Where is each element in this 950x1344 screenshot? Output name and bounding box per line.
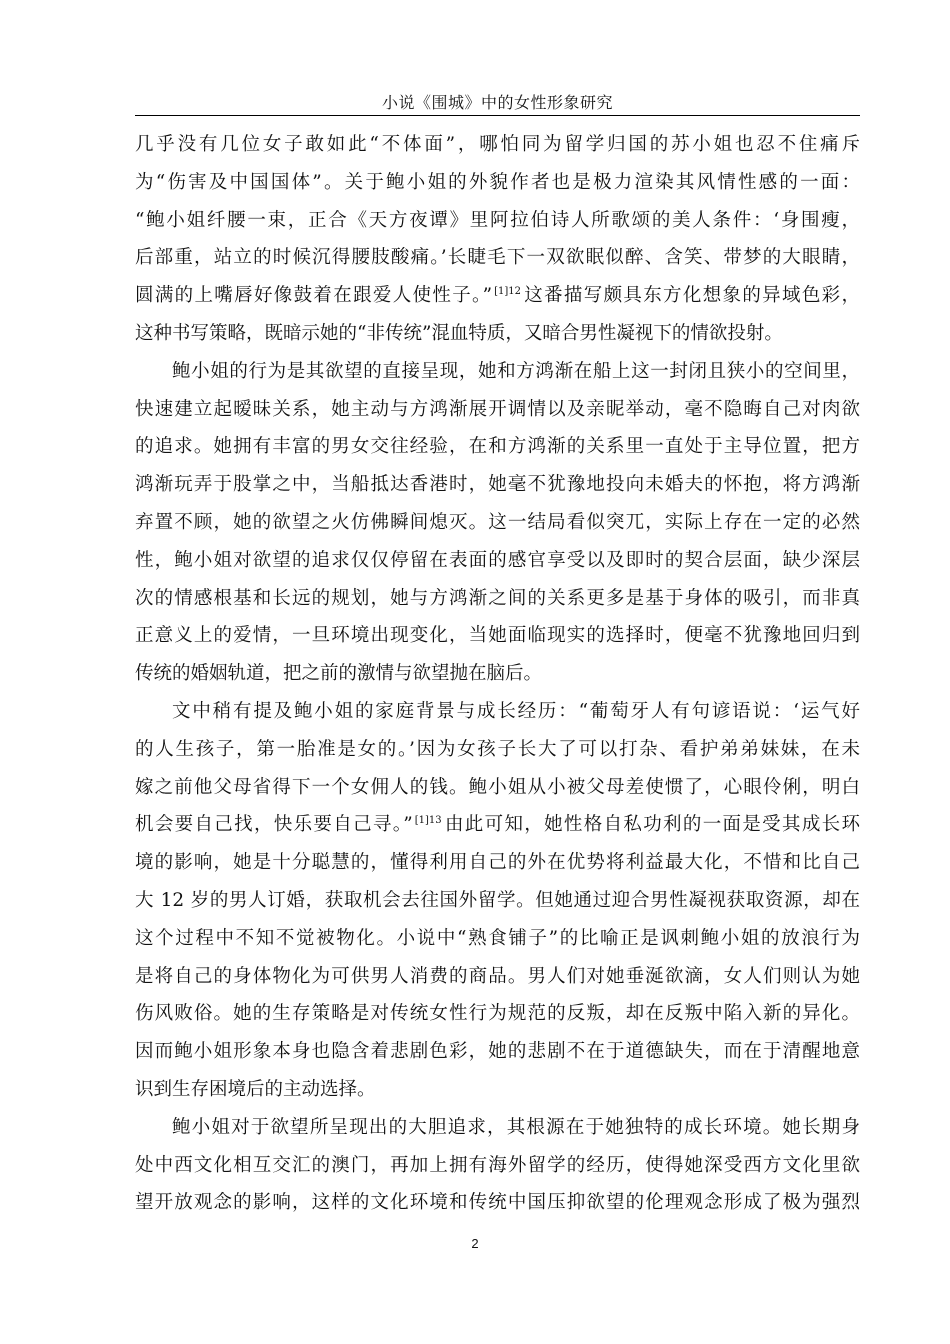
text-line: 正意义上的爱情，一旦环境出现变化，当她面临现实的选择时，便毫不犹豫地回归到 <box>135 625 860 647</box>
text-line: 的追求。她拥有丰富的男女交往经验，在和方鸿渐的关系里一直处于主导位置，把方 <box>135 436 860 458</box>
text-line: 文中稍有提及鲍小姐的家庭背景与成长经历：“葡萄牙人有句谚语说：‘运气好 <box>172 700 860 722</box>
text-segment: 由此可知，她性格自私功利的一面是受其成长环 <box>443 814 860 836</box>
text-line: 嫁之前他父母省得下一个女佣人的钱。鲍小姐从小被父母差使惯了，心眼伶俐，明白 <box>135 776 860 798</box>
text-line: 伤风败俗。她的生存策略是对传统女性行为规范的反叛，却在反叛中陷入新的异化。 <box>135 1003 860 1025</box>
text-line: 弃置不顾，她的欲望之火仿佛瞬间熄灭。这一结局看似突兀，实际上存在一定的必然 <box>135 511 860 533</box>
text-line: “鲍小姐纤腰一束，正合《天方夜谭》里阿拉伯诗人所歌颂的美人条件：‘身围瘦， <box>135 209 860 231</box>
text-line: 鲍小姐对于欲望所呈现出的大胆追求，其根源在于她独特的成长环境。她长期身 <box>172 1116 860 1138</box>
text-line <box>135 277 860 315</box>
text-line: 因而鲍小姐形象本身也隐含着悲剧色彩，她的悲剧不在于道德缺失，而在于清醒地意 <box>135 1041 860 1063</box>
running-header-title: 小说《围城》中的女性形象研究 <box>381 93 613 112</box>
text-segment: 这番描写颇具东方化想象的异域色彩， <box>522 285 860 307</box>
text-line: 为“伤害及中国国体”。关于鲍小姐的外貌作者也是极力渲染其风情性感的一面： <box>135 171 860 193</box>
text-line: 后部重，站立的时候沉得腰肢酸痛。’长睫毛下一双欲眠似醉、含笑、带梦的大眼睛， <box>135 247 860 269</box>
header-divider <box>135 115 860 116</box>
text-line: 境的影响，她是十分聪慧的，懂得利用自己的外在优势将利益最大化，不惜和比自己 <box>135 852 860 874</box>
text-line: 传统的婚姻轨道，把之前的激情与欲望抛在脑后。 <box>135 663 543 685</box>
page-number: 2 <box>471 1236 479 1251</box>
text-line <box>135 806 860 844</box>
text-line: 鲍小姐的行为是其欲望的直接呈现，她和方鸿渐在船上这一封闭且狭小的空间里， <box>172 360 860 382</box>
citation-superscript: [1]13 <box>414 815 442 827</box>
text-line: 识到生存困境后的主动选择。 <box>135 1078 376 1100</box>
text-line: 望开放观念的影响，这样的文化环境和传统中国压抑欲望的伦理观念形成了极为强烈 <box>135 1192 860 1214</box>
text-line: 几乎没有几位女子敢如此“不体面”，哪怕同为留学归国的苏小姐也忍不住痛斥 <box>135 134 860 155</box>
citation-superscript: [1]12 <box>494 286 521 298</box>
text-line: 处中西文化相互交汇的澳门，再加上拥有海外留学的经历，使得她深受西方文化里欲 <box>135 1154 860 1176</box>
text-line: 这个过程中不知不觉被物化。小说中“熟食铺子”的比喻正是讽刺鲍小姐的放浪行为 <box>135 927 860 949</box>
text-line: 大 12 岁的男人订婚，获取机会去往国外留学。但她通过迎合男性凝视获取资源，却在 <box>135 889 860 911</box>
text-line: 的人生孩子，第一胎准是女的。’因为女孩子长大了可以打杂、看护弟弟妹妹，在未 <box>135 738 860 760</box>
text-line: 鸿渐玩弄于股掌之中，当船抵达香港时，她毫不犹豫地投向未婚夫的怀抱，将方鸿渐 <box>135 474 860 496</box>
body-text <box>135 126 860 1222</box>
text-line: 这种书写策略，既暗示她的“非传统”混血特质，又暗合男性凝视下的情欲投射。 <box>135 322 783 344</box>
text-line: 是将自己的身体物化为可供男人消费的商品。男人们对她垂涎欲滴，女人们则认为她 <box>135 965 860 987</box>
text-segment: 圆满的上嘴唇好像鼓着在跟爱人使性子。” <box>135 285 493 307</box>
text-segment: 机会要自己找，快乐要自己寻。” <box>135 814 413 836</box>
text-line: 次的情感根基和长远的规划，她与方鸿渐之间的关系更多是基于身体的吸引，而非真 <box>135 587 860 609</box>
text-line: 快速建立起暧昧关系，她主动与方鸿渐展开调情以及亲昵举动，毫不隐晦自己对肉欲 <box>135 398 860 420</box>
text-line: 性，鲍小姐对欲望的追求仅仅停留在表面的感官享受以及即时的契合层面，缺少深层 <box>135 549 860 571</box>
